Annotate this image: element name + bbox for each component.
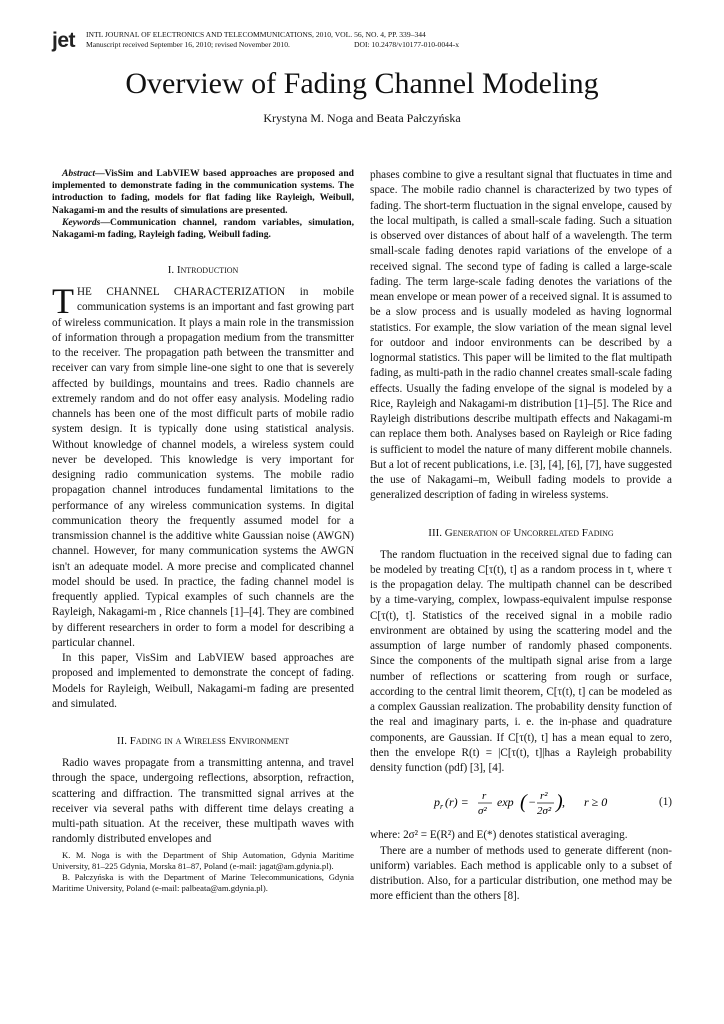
eq-inner-num: r² bbox=[540, 790, 548, 803]
intro-paragraph-2: In this paper, VisSim and LabVIEW based approaches are proposed and implemented to demonstrate the concept of fading. Models for Rayleigh, Weibull, Nakagami-m fading are presented and simulated. bbox=[52, 652, 354, 710]
uncorrelated-paragraph-2: There are a number of methods used to generate different (non-uniform) variables. Each method is applicable only to a subset of distribution. Also, for a particular distribution, one method may be more efficient than the others [8]. bbox=[370, 844, 672, 903]
fading-env-paragraph-1: Radio waves propagate from a transmitting antenna, and travel through the space, undergoing reflections, absorption, refraction, scattering and diffraction. The transmitted signal arrives at the receiver via several paths with different time delays creating a multi-path situation. At the receiver, these multipath waves with randomly distributed envelopes and bbox=[52, 757, 354, 846]
footnote-author-2: B. Pałczyńska is with the Department of Marine Telecommunications, Gdynia Maritime University, Poland (e-mail: palbeata@am.gdynia.pl). bbox=[52, 872, 354, 894]
doi-link[interactable]: DOI: 10.2478/v10177-010-0044-x bbox=[354, 40, 460, 49]
section-heading-uncorrelated-fading bbox=[370, 526, 672, 541]
journal-header bbox=[52, 30, 672, 56]
section-title: Fading in a Wireless Environment bbox=[129, 735, 290, 748]
eq-condition: r ≥ 0 bbox=[584, 795, 608, 810]
keywords-text: —Communication channel, random variables, simulation, Nakagami-m fading, Rayleigh fading, Weibull fading. bbox=[52, 216, 354, 241]
eq-exp: exp bbox=[497, 795, 514, 810]
section-heading-fading-environment bbox=[52, 734, 354, 749]
eq-inner-den: 2σ² bbox=[537, 805, 552, 818]
uncorrelated-paragraph-1: The random fluctuation in the received signal due to fading can be modeled by treating C[τ(t), t] as a random process in t, where τ is the propagation delay. The multipath channel can be described by a time-varying, complex, lowpass-equivalent impulse response C[τ(t), t]. Statistics of the received signal in a mobile radio environment are obtained by using the scattering model and the assumption of large number of randomly phased components. Since the components of the multipath signal arise from a large number of reflections or scattering from rough or surface, according to the central limit theorem, C[τ(t), t] can be modeled as a complex Gaussian realization. The probability density function of the real and imaginary parts, i. e. the in-phase and quadrature components, are Gaussian. If C[τ(t), t] has a mean equal to zero, then the envelope R(t) = |C[τ(t), t]|has a Rayleigh probability density function (pdf) [3], [4]. bbox=[370, 548, 672, 774]
eq-minus: − bbox=[528, 795, 537, 810]
section-number: III. bbox=[428, 526, 443, 539]
left-column bbox=[52, 168, 354, 848]
drop-cap: T bbox=[52, 281, 74, 322]
section-title: Introduction bbox=[176, 264, 239, 277]
paper-authors: Krystyna M. Noga and Beata Pałczyńska bbox=[263, 111, 461, 125]
section-heading-introduction bbox=[52, 263, 354, 278]
section-title: Generation of Uncorrelated Fading bbox=[444, 526, 614, 539]
abstract-text: —VisSim and LabVIEW based approaches are proposed and implemented to demonstrate fading in the communication systems. The introduction to fading, models for flat fading like Rayleigh, Weibull, Nakagami-m and the results of simulations are presented. bbox=[52, 168, 354, 216]
abstract-label: Abstract bbox=[62, 168, 96, 179]
keywords-label: Keywords bbox=[62, 216, 101, 228]
section-number: I. bbox=[167, 264, 175, 277]
eq-arg: (r) = bbox=[445, 795, 469, 810]
keywords bbox=[52, 217, 354, 241]
section-number: II. bbox=[116, 735, 127, 748]
eq-paren-close: ) bbox=[556, 791, 563, 814]
equation-number: (1) bbox=[659, 795, 672, 808]
equation-1 bbox=[370, 786, 672, 818]
author-footnotes bbox=[52, 850, 354, 894]
manuscript-info bbox=[86, 40, 526, 50]
eq-frac-num: r bbox=[482, 790, 487, 803]
eq-frac-den: σ² bbox=[478, 805, 487, 818]
journal-logo: jet bbox=[52, 29, 76, 52]
manuscript-dates: Manuscript received September 16, 2010; revised November 2010. bbox=[86, 40, 290, 49]
eq-lhs: p bbox=[434, 795, 440, 810]
journal-citation: INTL JOURNAL OF ELECTRONICS AND TELECOMMUNICATIONS, 2010, VOL. 56, NO. 4, PP. 339–344 bbox=[86, 30, 426, 39]
eq-paren-open: ( bbox=[520, 791, 527, 814]
intro-paragraph-1 bbox=[52, 281, 354, 651]
right-column bbox=[370, 168, 672, 905]
svg-text:,: , bbox=[562, 795, 565, 810]
paper-title: Overview of Fading Channel Modeling bbox=[125, 67, 599, 100]
intro-text-1: HE CHANNEL CHARACTERIZATION in mobile communication systems is an important and fast growing part of wireless communication. It plays a main role in the transmission of information through a propagation medium from the transmitter to the receiver. The propagation path between the transmitter and receiver can vary from simple line-one sight to one that is severely affected by buildings, mountains and trees. Radio channels are extremely random and do not offer easy analysis. Modeling radio channels has been one of the most difficult parts of mobile radio system design. It is typically done using statistical analysis. Without knowledge of channel models, a wireless system could never be developed. This knowledge is very important for designing radio communication systems. The mobile radio propagation channel introduces fundamental limitations to the performance of any wireless communication systems. In digital communication theory the frequently assumed model for a transmission channel is the additive white Gaussian noise (AWGN) channel. However, for many communication systems the AWGN isn't an adequate model. A more precise and complicated channel model should be used. In practice, the fading channel model is frequently applied. Typical examples of such channels are the Rayleigh, Nakagami-m , Rice channels [1]–[4]. They are combined by different researchers in order to form a model for describing a particular channel. bbox=[52, 286, 354, 649]
rayleigh-pdf-formula bbox=[434, 786, 634, 818]
fading-env-paragraph-1-continued: phases combine to give a resultant signal that fluctuates in time and space. The mobile radio channel is characterized by two types of fading. The short-term fluctuation in the signal envelope, caused by the local multipath, is called a small-scale fading. Such a situation is observed over distances of about half of a wavelength. The term small-scale fading denotes rapid variations of the envelope of a received signal. The second type of fading is called a large-scale fading. The term large-scale fading denotes the variations of the mean envelope or mean power of a received signal. It is assumed to be a slow process and is usually modeled as having lognormal statistics. For example, the slow variation of the mean signal level for outdoor and indoor environments can be described by a lognormal statistics. This paper will be limited to the flat multipath fading, as multi-path in the radio channel creates small-scale fading effects. Usually the fading envelope of the signal is modeled by a Rice, Rayleigh and Nakagami-m distribution [1]–[5]. The Rice and Rayleigh distributions describe multipath effects and Nakagami-m can replace them both. Analyses based on Rayleigh or Rice fading is sufficient to model the nature of many different mobile channels. But a lot of recent publications, i.e. [3], [4], [6], [7], have suggested the use of Nakagami–m, Weibull fading models to provide a generalized description of fading in wireless systems. bbox=[370, 169, 672, 502]
equation-where-clause: where: 2σ² = E(R²) and E(*) denotes statistical averaging. bbox=[370, 829, 628, 842]
abstract bbox=[52, 168, 354, 217]
eq-sub: r bbox=[440, 802, 444, 812]
footnote-author-1: K. M. Noga is with the Department of Ship Automation, Gdynia Maritime University, 81–225 Gdynia, Morska 81–87, Poland (e-mail: jagat@am.gdynia.pl). bbox=[52, 850, 354, 872]
